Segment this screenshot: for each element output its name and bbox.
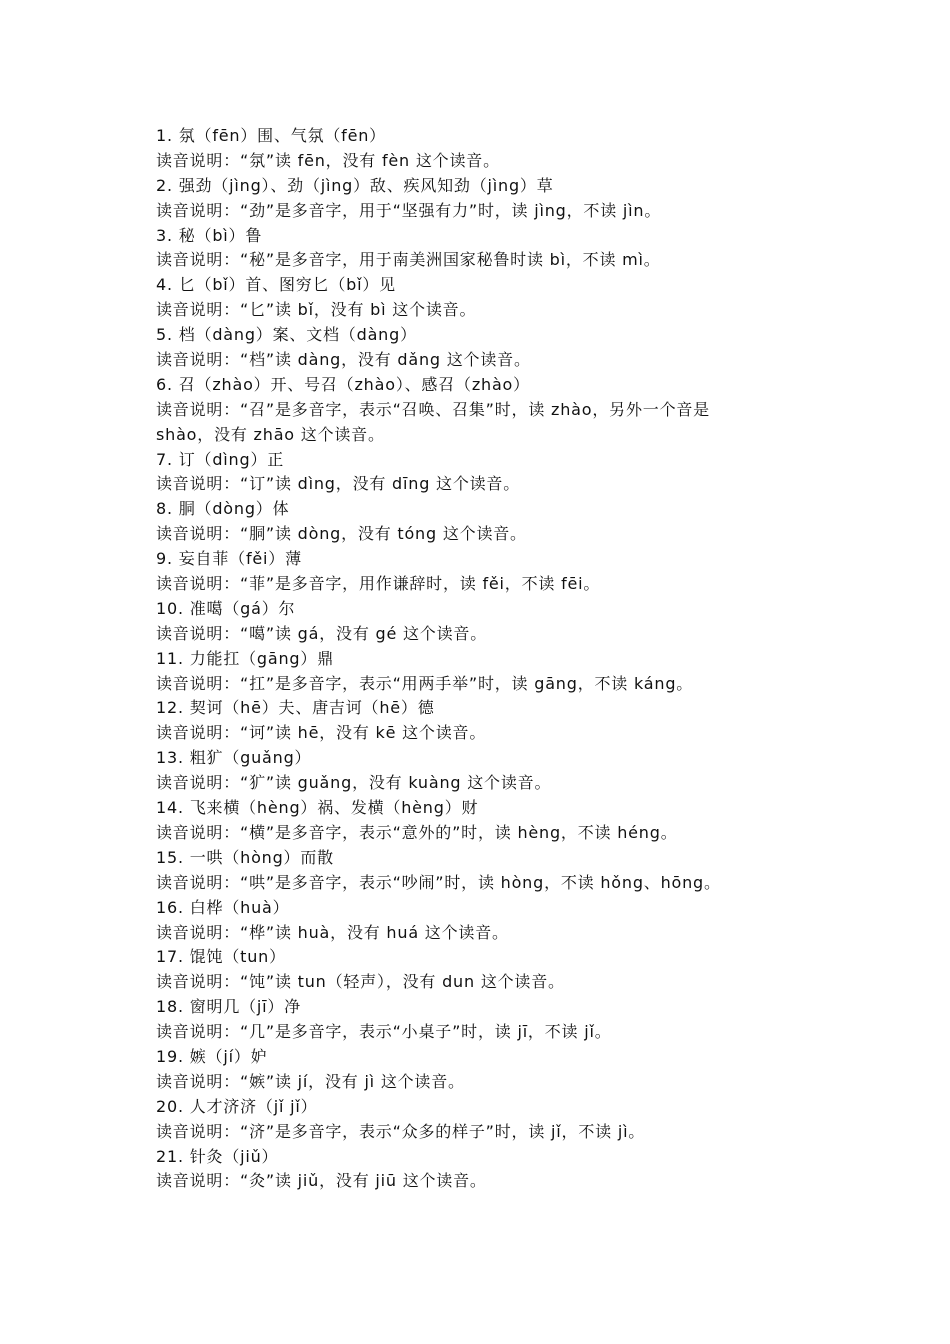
entry-16-title: 16. 白桦（huà） [156, 897, 290, 917]
entry-15-note: 读音说明：“哄”是多音字，表示“吵闹”时，读 hòng，不读 hǒng、hōng。 [156, 872, 721, 892]
entry-13-title: 13. 粗犷（guǎng） [156, 748, 312, 768]
entry-12-note: 读音说明：“诃”读 hē，没有 kē 这个读音。 [156, 723, 487, 743]
entry-6-note-line2: shào，没有 zhāo 这个读音。 [156, 424, 385, 444]
entry-9-title: 9. 妄自菲（fěi）薄 [156, 549, 302, 569]
entry-21-note: 读音说明：“灸”读 jiǔ，没有 jiū 这个读音。 [156, 1171, 487, 1191]
entry-19-title: 19. 嫉（jí）妒 [156, 1046, 268, 1066]
entry-18-note: 读音说明：“几”是多音字，表示“小桌子”时，读 jī，不读 jǐ。 [156, 1022, 612, 1042]
entry-5-note: 读音说明：“档”读 dàng，没有 dǎng 这个读音。 [156, 350, 531, 370]
entry-20-title: 20. 人才济济（jǐ jǐ） [156, 1096, 318, 1116]
entry-15-title: 15. 一哄（hòng）而散 [156, 847, 334, 867]
entry-11-title: 11. 力能扛（gāng）鼎 [156, 648, 334, 668]
entry-1-note: 读音说明：“氛”读 fēn，没有 fèn 这个读音。 [156, 150, 500, 170]
entry-12-title: 12. 契诃（hē）夫、唐吉诃（hē）德 [156, 698, 435, 718]
entry-11-note: 读音说明：“扛”是多音字，表示“用两手举”时，读 gāng，不读 káng。 [156, 673, 694, 693]
entry-16-note: 读音说明：“桦”读 huà，没有 huá 这个读音。 [156, 922, 509, 942]
entry-3-note: 读音说明：“秘”是多音字，用于南美洲国家秘鲁时读 bì，不读 mì。 [156, 250, 661, 270]
entry-6-title: 6. 召（zhào）开、号召（zhào）、感召（zhào） [156, 374, 530, 394]
entry-19-note: 读音说明：“嫉”读 jí，没有 jì 这个读音。 [156, 1071, 465, 1091]
entry-2-note: 读音说明：“劲”是多音字，用于“坚强有力”时，读 jìng，不读 jìn。 [156, 200, 662, 220]
entry-14-note: 读音说明：“横”是多音字，表示“意外的”时，读 hèng，不读 héng。 [156, 822, 678, 842]
entry-7-note: 读音说明：“订”读 dìng，没有 dīng 这个读音。 [156, 474, 521, 494]
entry-20-note: 读音说明：“济”是多音字，表示“众多的样子”时，读 jǐ，不读 jì。 [156, 1121, 646, 1141]
entry-21-title: 21. 针灸（jiǔ） [156, 1146, 279, 1166]
entry-13-note: 读音说明：“犷”读 guǎng，没有 kuàng 这个读音。 [156, 773, 552, 793]
entry-8-title: 8. 胴（dòng）体 [156, 499, 290, 519]
entry-5-title: 5. 档（dàng）案、文档（dàng） [156, 325, 417, 345]
entry-9-note: 读音说明：“菲”是多音字，用作谦辞时，读 fěi，不读 fēi。 [156, 574, 601, 594]
entry-7-title: 7. 订（dìng）正 [156, 449, 285, 469]
entry-14-title: 14. 飞来横（hèng）祸、发横（hèng）财 [156, 798, 479, 818]
entry-6-note-line1: 读音说明：“召”是多音字，表示“召唤、召集”时，读 zhào，另外一个音是 [156, 399, 710, 419]
entry-18-title: 18. 窗明几（jī）净 [156, 997, 302, 1017]
entry-4-title: 4. 匕（bǐ）首、图穷匕（bǐ）见 [156, 275, 396, 295]
entry-1-title: 1. 氛（fēn）围、气氛（fēn） [156, 126, 386, 145]
entry-4-note: 读音说明：“匕”读 bǐ，没有 bì 这个读音。 [156, 300, 477, 320]
entry-17-note: 读音说明：“饨”读 tun（轻声），没有 dun 这个读音。 [156, 972, 565, 992]
entry-2-title: 2. 强劲（jìng）、劲（jìng）敌、疾风知劲（jìng）草 [156, 175, 554, 195]
entry-10-title: 10. 准噶（gá）尔 [156, 598, 296, 618]
pronunciation-list [156, 124, 816, 1194]
entry-3-title: 3. 秘（bì）鲁 [156, 225, 263, 245]
entry-8-note: 读音说明：“胴”读 dòng，没有 tóng 这个读音。 [156, 524, 527, 544]
entry-17-title: 17. 馄饨（tun） [156, 947, 286, 967]
entry-10-note: 读音说明：“噶”读 gá，没有 gé 这个读音。 [156, 623, 487, 643]
